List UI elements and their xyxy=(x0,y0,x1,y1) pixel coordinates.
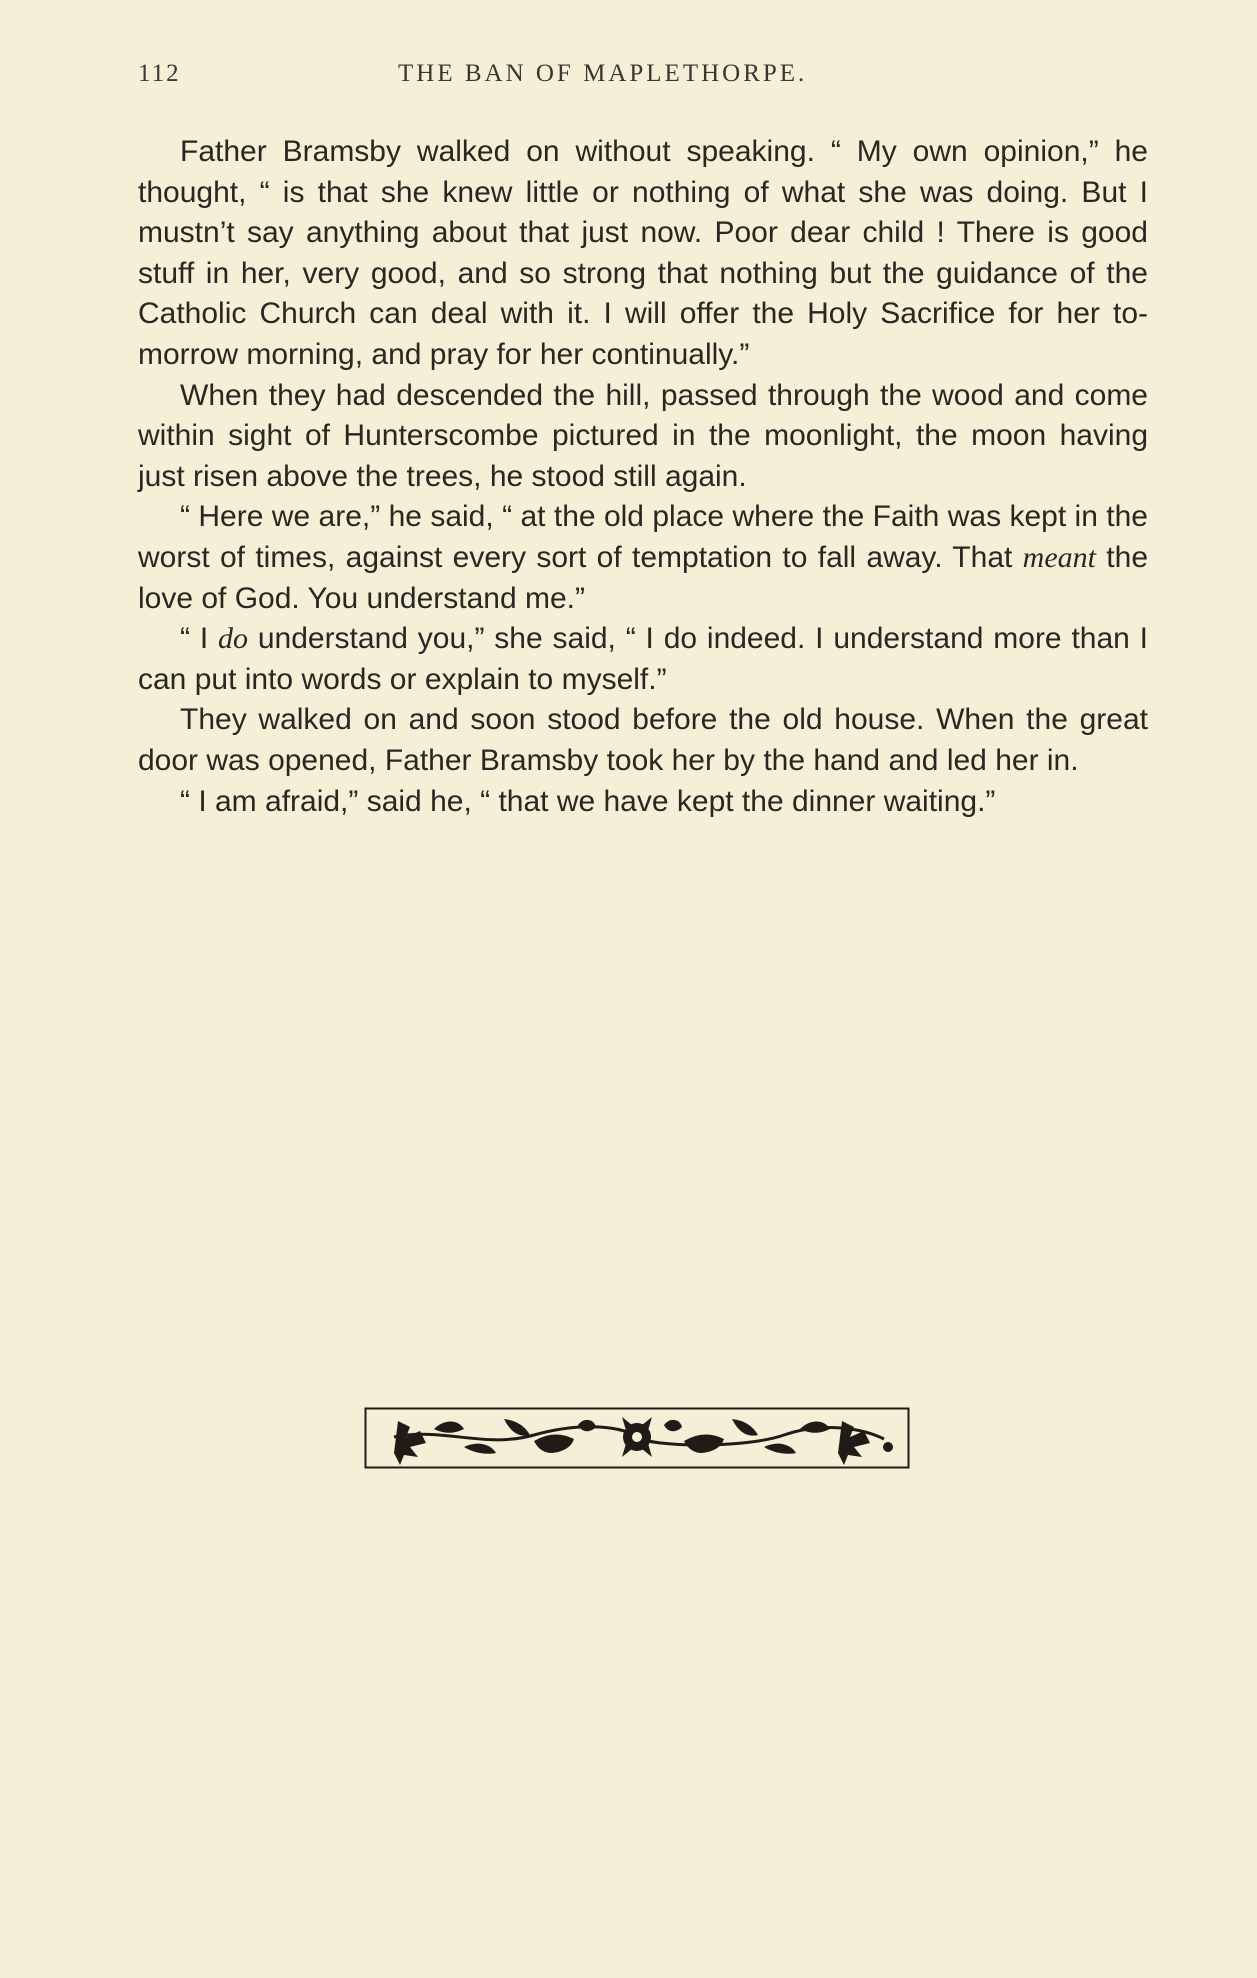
paragraph-3-italic: meant xyxy=(1022,540,1096,574)
ornament-leaf-5 xyxy=(534,1434,574,1453)
paragraph-2: When they had descended the hill, passed through the wood and come within sight of Hunterscombe pictured in the moonlight, the moon having just risen above the trees, he stood still again. xyxy=(138,378,1148,493)
paragraph-1: Father Bramsby walked on without speaking. “ My own opinion,” he thought, “ is that she knew little or nothing of what she was doing. But I mustn’t say anything about that just now. Poor dear child ! There is good stuff in her, very good, and so strong that nothing but the guidance of the Catholic Church can deal with it. I will offer the Holy Sacrifice for her to-morrow morning, and pray for her continually.” xyxy=(138,135,1148,371)
paragraph-3 xyxy=(138,497,1148,619)
ornament-leaf-10 xyxy=(764,1444,796,1454)
paragraph-4 xyxy=(138,619,1148,700)
page-number: 112 xyxy=(138,60,181,87)
floral-tailpiece-icon xyxy=(364,1407,910,1469)
ornament-leaf-3 xyxy=(464,1444,496,1454)
paragraph-5: They walked on and soon stood before the old house. When the great door was opened, Father Bramsby took her by the hand and led her in. xyxy=(138,703,1148,777)
ornament-leaf-7 xyxy=(664,1420,682,1431)
paragraph-3-text-b: the love of God. You understand me.” xyxy=(138,540,1148,615)
paragraph-6: “ I am afraid,” said he, “ that we have kept the dinner waiting.” xyxy=(180,784,996,818)
paragraph-4-italic: do xyxy=(218,622,248,656)
ornament-leaf-4 xyxy=(504,1419,530,1436)
paragraph-4-text-a: “ I xyxy=(180,622,218,656)
running-head xyxy=(138,60,1148,100)
ornament-leaf-1 xyxy=(394,1421,426,1465)
paragraph-4-text-b: understand you,” she said, “ I do indeed. I understand more than I can put into words or explain to myself.” xyxy=(138,622,1149,696)
body-text xyxy=(138,132,1148,822)
ornament-center-eye xyxy=(632,1432,642,1442)
ornament-leaf-2 xyxy=(434,1422,464,1433)
paragraph-3-text-a: “ Here we are,” he said, “ at the old place where the Faith was kept in the worst of times, against every sort of temptation to fall away. That xyxy=(138,500,1148,574)
running-title: THE BAN OF MAPLETHORPE. xyxy=(398,60,808,87)
ornament-leaf-6 xyxy=(578,1420,596,1431)
ornament-leaf-9 xyxy=(732,1419,758,1436)
ornament-berry xyxy=(883,1442,893,1452)
ornament-leaf-8 xyxy=(684,1434,724,1453)
ornament-leaf-12 xyxy=(838,1421,870,1465)
ornament-svg xyxy=(364,1407,910,1469)
